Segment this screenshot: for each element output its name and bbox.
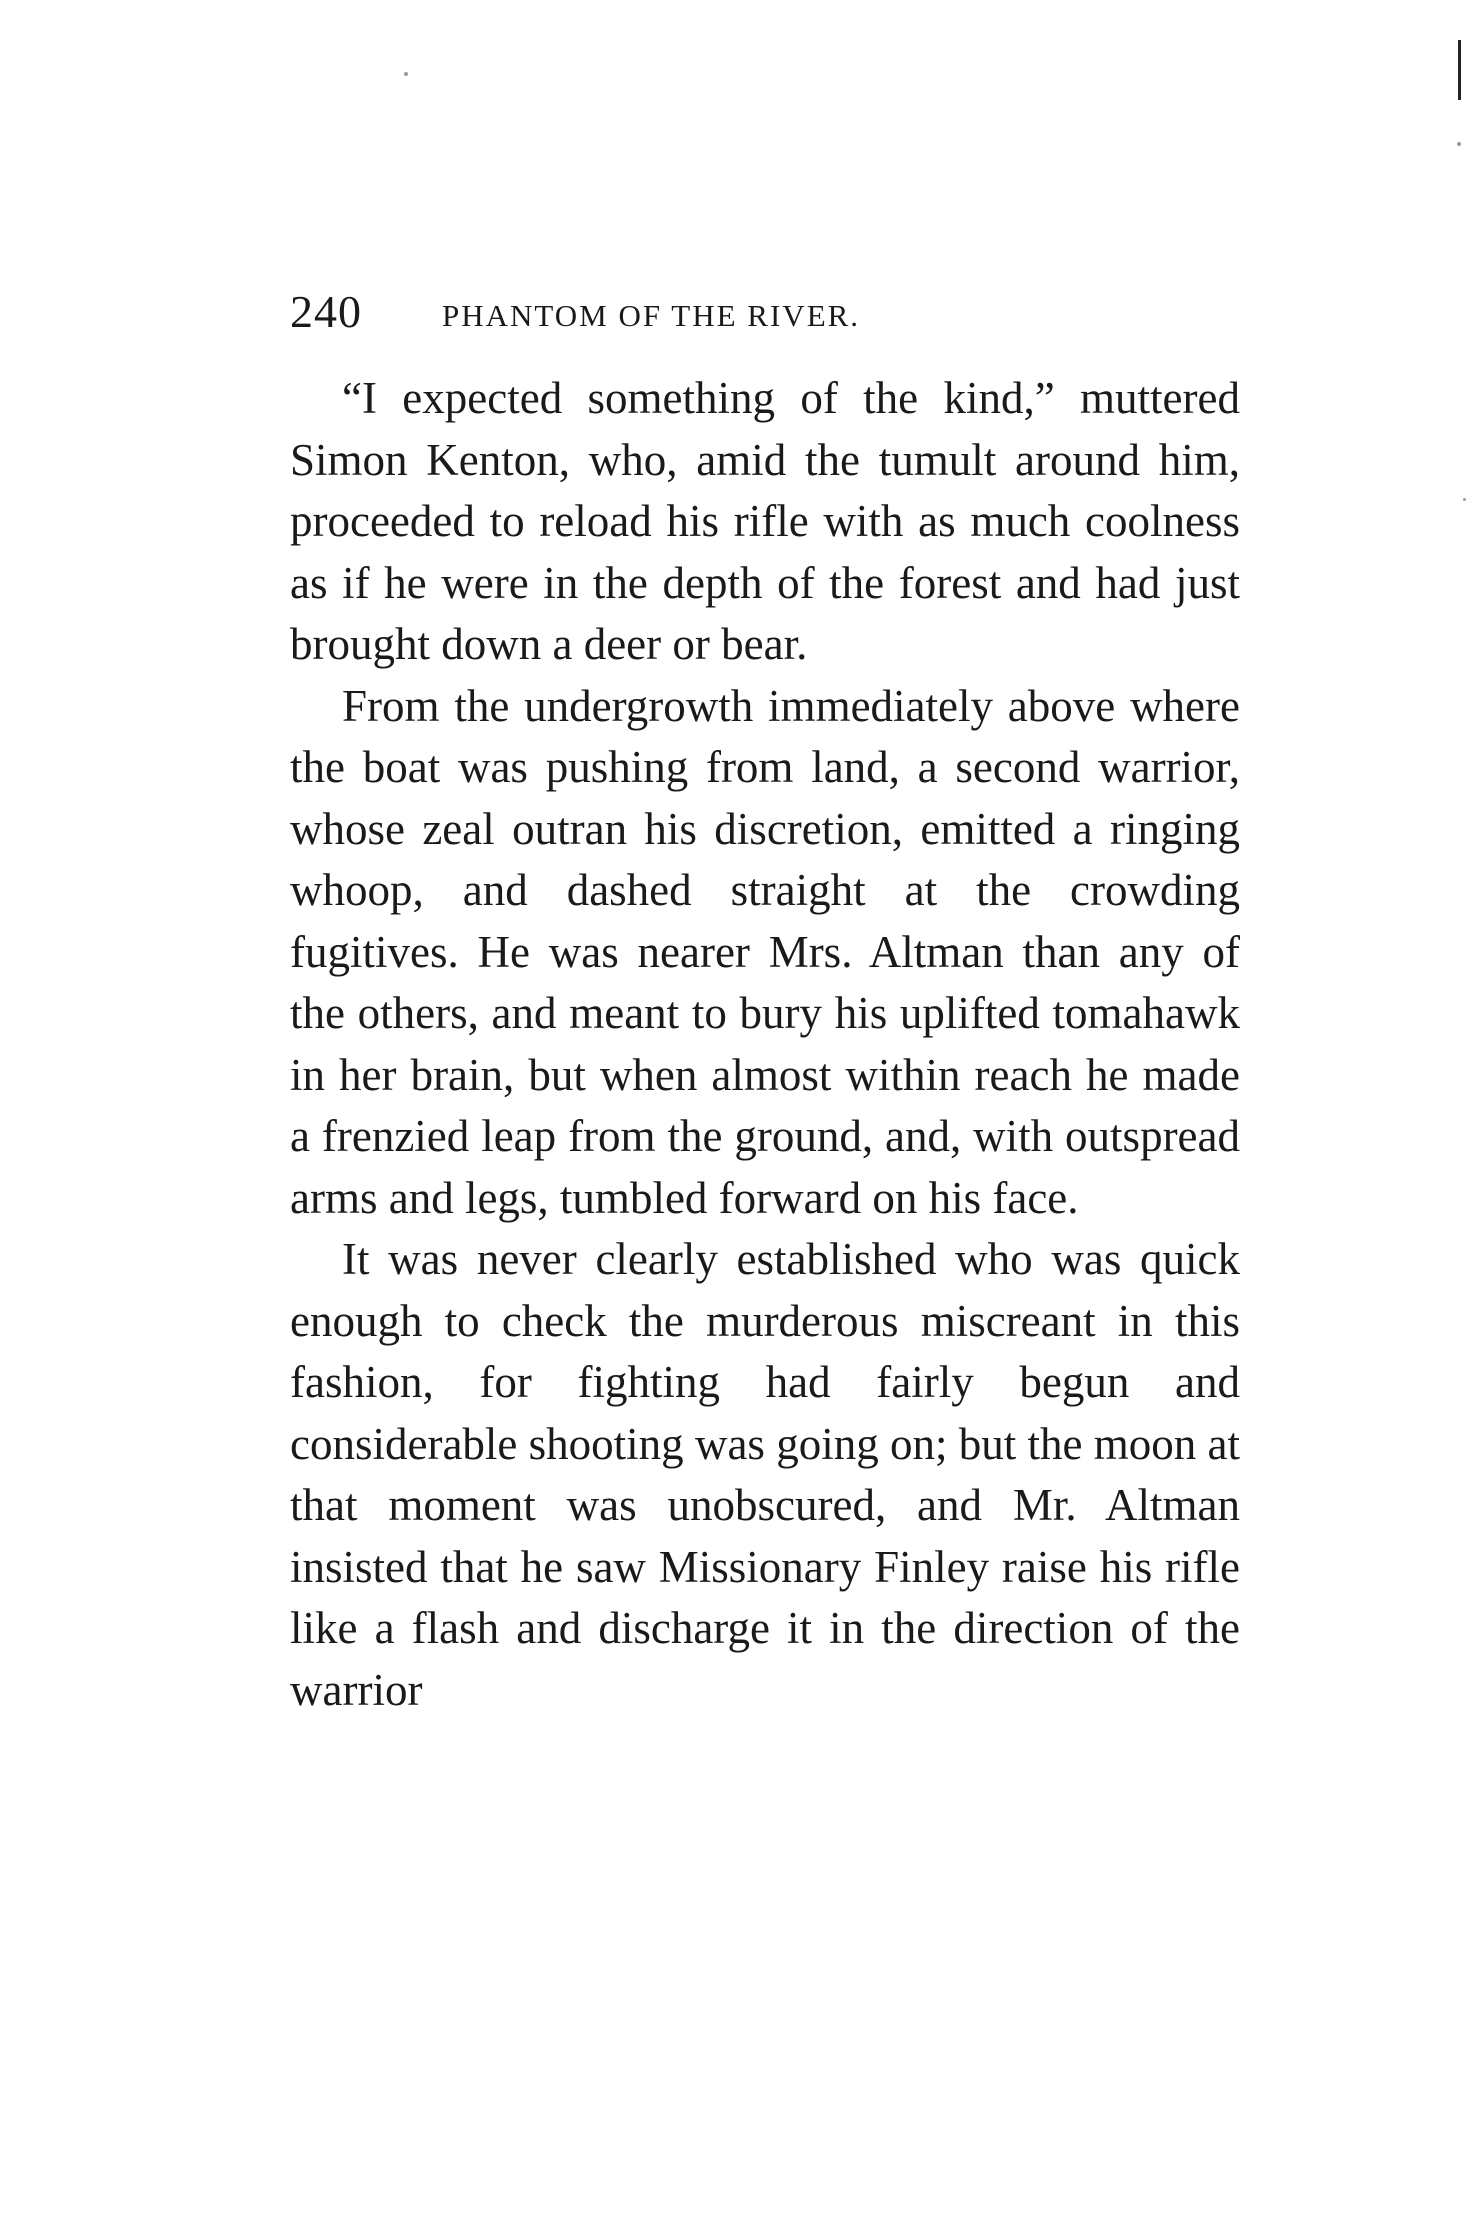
body-text xyxy=(290,368,1240,1721)
page-number: 240 xyxy=(290,286,362,337)
scan-speck xyxy=(1463,498,1466,501)
scan-speck xyxy=(404,72,408,76)
paragraph: From the undergrowth immediately above where the boat was pushing from land, a second warrior, whose zeal outran his discretion, emitted a ringing whoop, and dashed straight at the crowding fugitives. He was nearer Mrs. Altman than any of the others, and meant to bury his uplifted tomahawk in her brain, but when almost within reach he made a frenzied leap from the ground, and, with outspread arms and legs, tumbled forward on his face. xyxy=(290,680,1240,1223)
page-header xyxy=(290,282,1250,342)
running-title: PHANTOM OF THE RIVER. xyxy=(442,298,861,333)
scan-edge-mark xyxy=(1458,40,1461,100)
scan-speck xyxy=(1457,142,1461,146)
paragraph: It was never clearly established who was quick enough to check the murderous miscreant in this fashion, for fighting had fairly begun and considerable shooting was going on; but the moon at that moment was unobscured, and Mr. Altman insisted that he saw Missionary Finley raise his rifle like a flash and discharge it in the direction of the warrior xyxy=(290,1234,1240,1715)
paragraph: “I expected something of the kind,” muttered Simon Kenton, who, amid the tumult around him, proceeded to reload his rifle with as much coolness as if he were in the depth of the forest and had just brought down a deer or bear. xyxy=(290,373,1240,669)
